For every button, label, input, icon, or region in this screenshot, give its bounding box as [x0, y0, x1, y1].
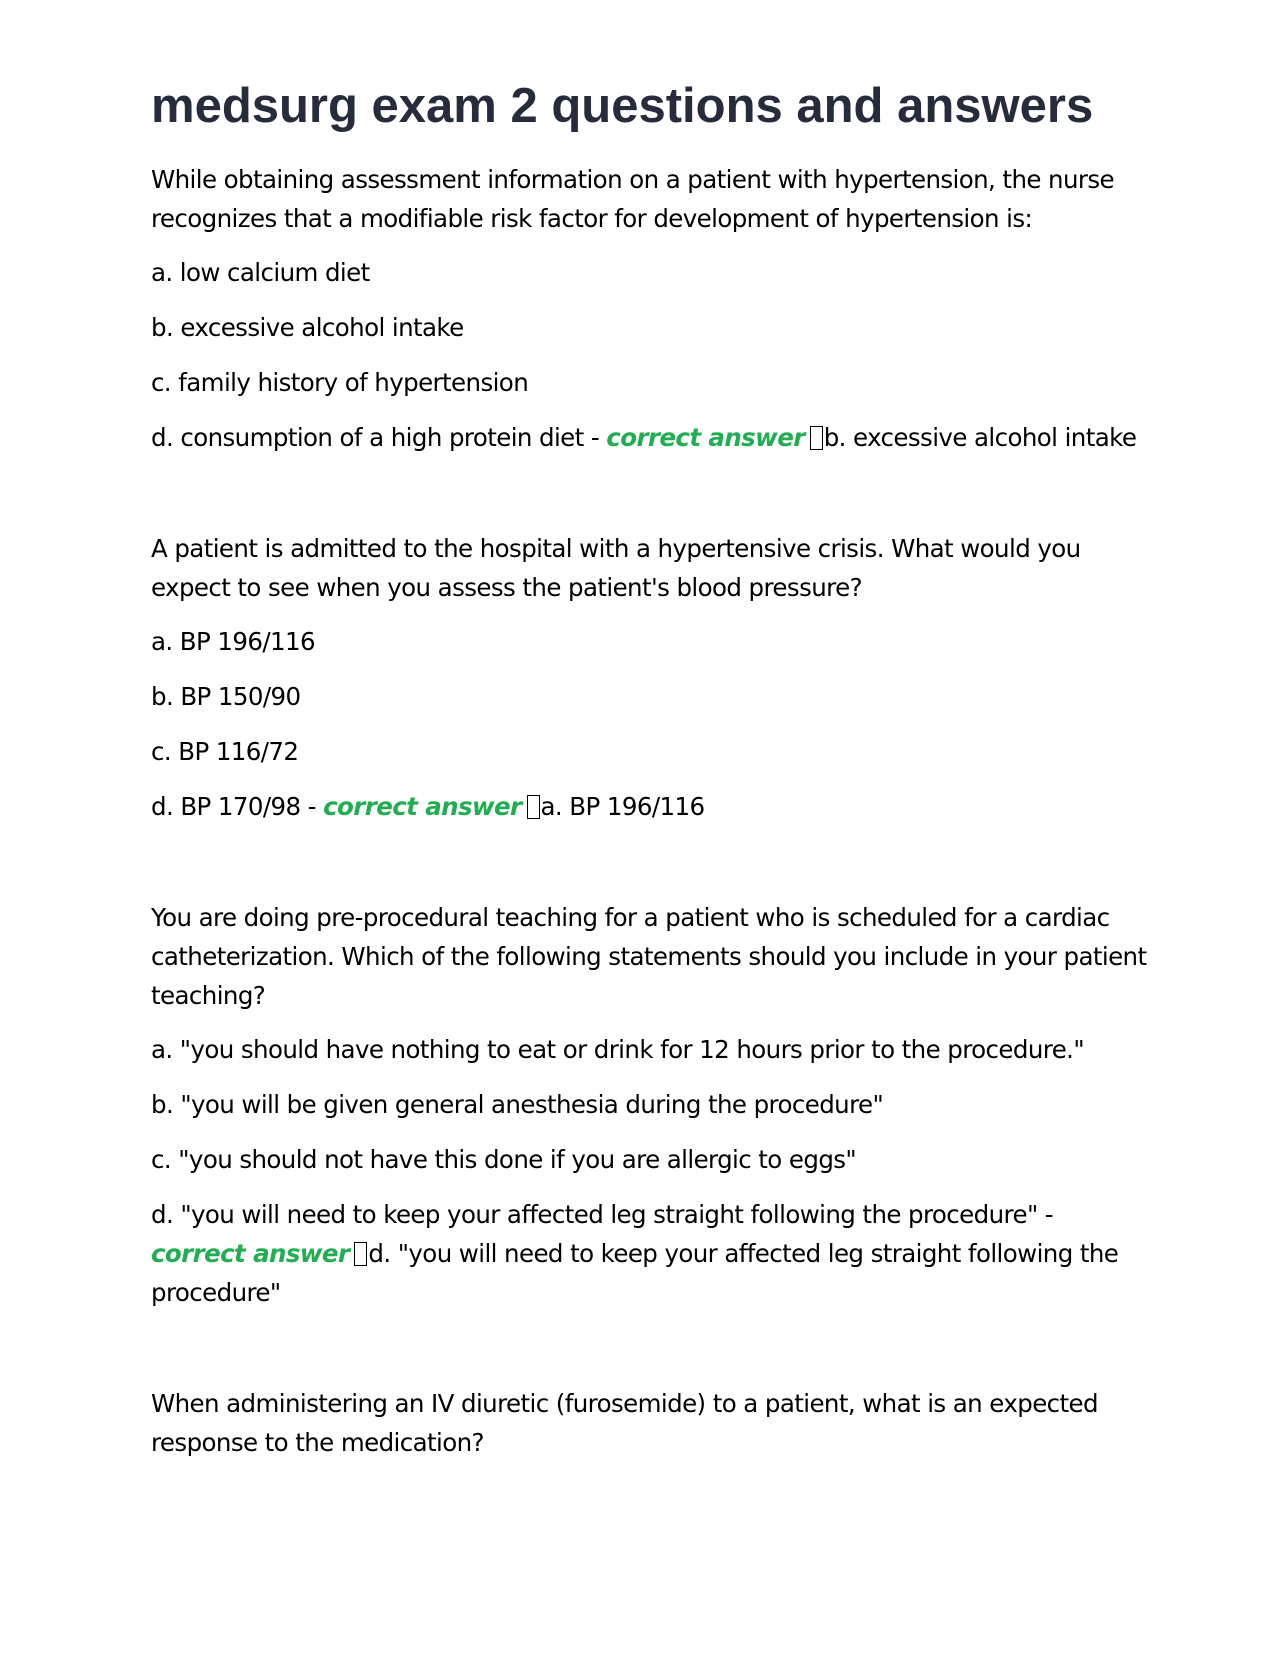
answer-option: c. BP 116/72 — [151, 737, 299, 766]
document-title: medsurg exam 2 questions and answers — [151, 79, 1094, 133]
question-block-1 — [151, 160, 1151, 457]
answer-option: c. family history of hypertension — [151, 368, 529, 397]
answer-option-text: d. "you will need to keep your affected leg straight following the procedure" - — [151, 1200, 1054, 1229]
answer-option-text: d. BP 170/98 - — [151, 792, 324, 821]
question-block-3 — [151, 898, 1151, 1312]
answer-option-with-key — [151, 787, 1151, 826]
question-text: You are doing pre-procedural teaching for a patient who is scheduled for a cardiac catheterization. Which of the following statements should you include in your patient teaching? — [151, 903, 1147, 1010]
question-block-4 — [151, 1384, 1151, 1462]
question-spacer — [151, 1312, 1151, 1384]
answer-option-text: d. consumption of a high protein diet - — [151, 423, 607, 452]
answer-option-with-key — [151, 1195, 1151, 1312]
answer-option: b. excessive alcohol intake — [151, 313, 464, 342]
correct-answer-text: b. excessive alcohol intake — [823, 423, 1137, 452]
answer-option-with-key — [151, 418, 1151, 457]
answer-option: a. BP 196/116 — [151, 627, 315, 656]
question-text: A patient is admitted to the hospital with a hypertensive crisis. What would you expect to see when you assess the patient's blood pressure? — [151, 534, 1081, 602]
correct-answer-text: a. BP 196/116 — [540, 792, 705, 821]
correct-answer-label: correct answer — [151, 1239, 350, 1268]
correct-answer-text: d. "you will need to keep your affected leg straight following the procedure" — [151, 1239, 1119, 1307]
missing-glyph-box-icon — [527, 795, 540, 819]
question-text: While obtaining assessment information on a patient with hypertension, the nurse recognizes that a modifiable risk factor for development of hypertension is: — [151, 165, 1114, 233]
document-page — [151, 76, 1151, 1477]
correct-answer-label: correct answer — [323, 792, 522, 821]
question-text: When administering an IV diuretic (furosemide) to a patient, what is an expected response to the medication? — [151, 1389, 1098, 1457]
correct-answer-label: correct answer — [606, 423, 805, 452]
question-block-2 — [151, 529, 1151, 826]
missing-glyph-box-icon — [354, 1242, 367, 1266]
answer-option: b. BP 150/90 — [151, 682, 301, 711]
answer-option: a. low calcium diet — [151, 258, 370, 287]
missing-glyph-box-icon — [810, 426, 823, 450]
question-spacer — [151, 826, 1151, 898]
answer-option: c. "you should not have this done if you are allergic to eggs" — [151, 1145, 857, 1174]
answer-option: a. "you should have nothing to eat or drink for 12 hours prior to the procedure." — [151, 1035, 1085, 1064]
answer-option: b. "you will be given general anesthesia during the procedure" — [151, 1090, 884, 1119]
question-spacer — [151, 457, 1151, 529]
